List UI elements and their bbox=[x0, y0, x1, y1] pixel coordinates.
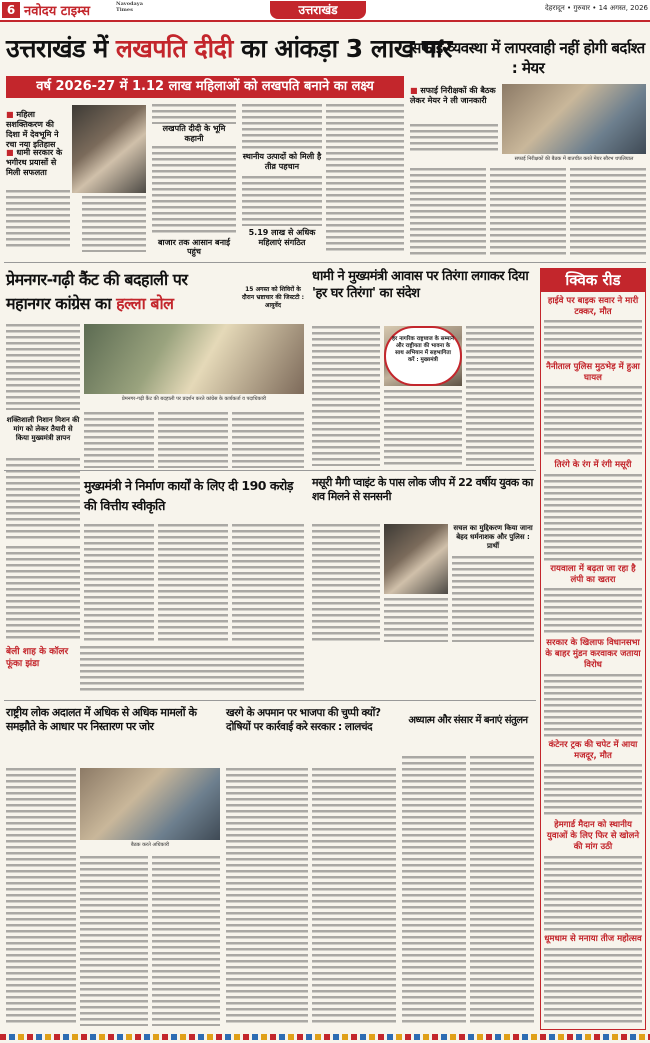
mayor-bullet bbox=[410, 86, 498, 120]
lead-text-col1 bbox=[6, 190, 70, 250]
mayor-headline: सफाई व्यवस्था में लापरवाही नहीं होगी बर्दाश्त : मेयर bbox=[411, 39, 645, 77]
mayor-meeting-photo bbox=[502, 84, 646, 154]
lead-text-col3b bbox=[152, 146, 236, 236]
bullet-square-icon: ■ bbox=[410, 86, 418, 95]
lead-bullet-2 bbox=[6, 148, 70, 188]
flag-quote-bubble: हर नागरिक राष्ट्रध्वज के सम्मान और राष्ट्रीयता की भावना के साथ अभियान में सहभागिता करें : मुख्यमंत्री bbox=[384, 326, 462, 386]
victim-photo bbox=[384, 524, 448, 594]
congress-text-col4 bbox=[232, 412, 304, 468]
quickread-text-1 bbox=[544, 320, 642, 360]
funds-text-col3 bbox=[232, 524, 304, 642]
mussoorie-text-col1 bbox=[312, 524, 380, 642]
kharge-text-col1 bbox=[226, 768, 308, 1026]
lead-headline bbox=[6, 28, 452, 72]
mayor-text-col2 bbox=[490, 168, 566, 256]
lead-bullet-1-text: महिला सशक्तिकरण की दिशा में देवभूमि ने रचा नया इतिहास bbox=[6, 110, 59, 149]
mayor-photo-caption: सफाई निरीक्षकों की बैठक में बातचीत करते मेयर सौरभ थपलियाल bbox=[514, 156, 634, 162]
funds-text-col1 bbox=[84, 524, 154, 642]
quickread-text-3 bbox=[544, 474, 642, 562]
masthead bbox=[24, 1, 144, 19]
mussoorie-side-heading: सचल का मुद्दिकरण किया जाना बेहद धर्मनाशक और पुलिस : प्रार्थी bbox=[453, 524, 533, 550]
lok-text-col1 bbox=[6, 768, 76, 1026]
flag-text-col1 bbox=[312, 326, 380, 466]
chief-minister-photo bbox=[72, 105, 146, 193]
flag-headline: धामी ने मुख्यमंत्री आवास पर तिरंगा लगाकर दिया 'हर घर तिरंगा' का संदेश bbox=[312, 269, 529, 301]
quickread-text-8 bbox=[544, 948, 642, 1026]
quickread-item-5: सरकार के खिलाफ विधानसभा के बाहर मुंडन करवाकर जताया विरोध bbox=[545, 638, 641, 670]
divider bbox=[4, 262, 646, 263]
lead-text-col3a bbox=[152, 104, 236, 124]
congress-text-col2 bbox=[84, 412, 154, 468]
lead-center-heading: लखपति दीदी के भूमि कहानी bbox=[162, 124, 226, 143]
funds-text-col2 bbox=[158, 524, 228, 642]
kharge-text-col2 bbox=[312, 768, 396, 1026]
quickread-text-7 bbox=[544, 856, 642, 932]
lead-headline-b: का आंकड़ा 3 लाख पार bbox=[241, 34, 452, 63]
lead-mid-heading-2: 5.19 लाख से अधिक महिलाएं संगठित bbox=[248, 228, 316, 247]
study-text-col2 bbox=[470, 756, 534, 1026]
quickread-item-6: कंटेनर ट्रक की चपेट में आया मजदूर, मौत bbox=[548, 740, 638, 761]
issue-date: देहरादून • गुरुवार • 14 अगस्त, 2026 bbox=[545, 4, 648, 12]
masthead-small: Navodaya Times bbox=[116, 1, 143, 13]
side-text bbox=[6, 546, 80, 642]
footer-color-strip bbox=[0, 1034, 650, 1040]
lead-text-col4a bbox=[242, 104, 322, 150]
quickread-item-3: तिरंगे के रंग में रंगी मसूरी bbox=[554, 460, 632, 470]
section-tab: उत्तराखंड bbox=[270, 1, 366, 19]
lead-subhead: वर्ष 2026-27 में 1.12 लाख महिलाओं को लखपति बनाने का लक्ष्य bbox=[6, 76, 404, 98]
quickread-text-6 bbox=[544, 764, 642, 818]
quickread-text-5 bbox=[544, 674, 642, 738]
page-number: 6 bbox=[2, 2, 20, 18]
mayor-text-a bbox=[410, 124, 498, 154]
mussoorie-text-col2 bbox=[384, 598, 448, 642]
congress-headline-line1: प्रेमनगर-गढ़ी कैंट की बदहाली पर bbox=[6, 270, 188, 289]
mayor-text-col1 bbox=[410, 168, 486, 256]
funds-headline: मुख्यमंत्री ने निर्माण कार्यों के लिए दी 190 करोड़ की वित्तीय स्वीकृति bbox=[84, 478, 293, 513]
congress-text-col1 bbox=[6, 324, 80, 410]
bareli-text bbox=[80, 646, 304, 692]
quickread-item-2: नैनीताल पुलिस मुठभेड़ में हुआ घायल bbox=[546, 362, 640, 383]
bullet-square-icon: ■ bbox=[6, 110, 14, 119]
quickread-text-4 bbox=[544, 588, 642, 636]
divider bbox=[4, 470, 536, 471]
lok-text-col2 bbox=[80, 856, 148, 1026]
kharge-headline: खरगे के अपमान पर भाजपा की चुप्पी क्यों? दोषियों पर कार्रवाई करे सरकार : लालचंद bbox=[226, 707, 381, 733]
lead-headline-highlight: लखपति दीदी bbox=[115, 34, 233, 63]
quickread-item-8: धूमधाम से मनाया तीज महोत्सव bbox=[544, 934, 642, 944]
masthead-title: नवोदय टाइम्स bbox=[24, 4, 91, 19]
quickread-text-2 bbox=[544, 386, 642, 458]
quickread-title: क्विक रीड bbox=[540, 268, 646, 292]
congress-side-heading: शक्तिशाली निशान मिशन की मांग को लेकर तैयारी से किया मुख्यमंत्री ज्ञापन bbox=[6, 416, 80, 442]
lead-headline-a: उत्तराखंड में bbox=[6, 34, 108, 63]
mussoorie-side-text bbox=[452, 556, 534, 642]
quickread-item-7: हेमगार्ड मैदान को स्थानीय युवाओं के लिए फिर से खोलने की मांग उठी bbox=[546, 820, 640, 852]
lead-mid-heading: स्थानीय उत्पादों को मिली है तीव्र पहचान bbox=[242, 152, 322, 171]
congress-headline-highlight: हल्ला बोल bbox=[116, 294, 174, 313]
quickread-item-1: हाईवे पर बाइक सवार ने मारी टक्कर, मौत bbox=[547, 296, 639, 317]
mayor-bullet-text: सफाई निरीक्षकों की बैठक लेकर मेयर ने ली जानकारी bbox=[410, 86, 496, 105]
mayor-text-col3 bbox=[570, 168, 646, 256]
lead-bullet-2-text: धामी सरकार के भगीरथ प्रयासों से मिली सफलता bbox=[6, 148, 63, 177]
lead-text-col2 bbox=[82, 196, 146, 252]
lok-headline: राष्ट्रीय लोक अदालत में अधिक से अधिक मामलों के समझौते के आधार पर निस्तारण पर जोर bbox=[6, 706, 197, 733]
lok-text-col3 bbox=[152, 856, 220, 1026]
congress-text-col3 bbox=[158, 412, 228, 468]
lead-text-col5 bbox=[326, 104, 404, 254]
flag-text-col2 bbox=[384, 390, 462, 466]
mussoorie-headline: मसूरी मैगी प्वाइंट के पास लोक जीप में 22 वर्षीय युवक का शव मिलने से सनसनी bbox=[312, 476, 533, 503]
congress-photo-caption: प्रेमनगर-गढ़ी कैंट की बदहाली पर प्रदर्शन करते कांग्रेस के कार्यकर्ता व पदाधिकारी bbox=[121, 396, 267, 402]
study-text-col1 bbox=[402, 756, 466, 1026]
lead-text-col4b bbox=[242, 176, 322, 226]
lead-box-heading: बाजार तक आसान बनाई पहुंच bbox=[157, 238, 231, 256]
flag-side-heading: 15 अगस्त को शिविरों के दौरान भ्रष्टाचार की जिस्टटी : आयुर्वेद bbox=[241, 286, 305, 309]
bullet-square-icon: ■ bbox=[6, 148, 14, 157]
bareli-label: बेली शाह के कॉलर फूंका झंडा bbox=[6, 647, 69, 669]
flag-text-col3 bbox=[466, 326, 534, 466]
study-headline: अध्यात्म और संसार में बनाएं संतुलन bbox=[408, 715, 528, 726]
quickread-item-4: रायवाला में बढ़ता जा रहा है लंपी का खतरा bbox=[550, 564, 636, 585]
lok-photo-caption: बैठक करते अधिकारी bbox=[130, 842, 170, 848]
divider bbox=[4, 700, 536, 701]
lok-meeting-photo bbox=[80, 768, 220, 840]
congress-headline-line2: महानगर कांग्रेस का bbox=[6, 294, 111, 313]
